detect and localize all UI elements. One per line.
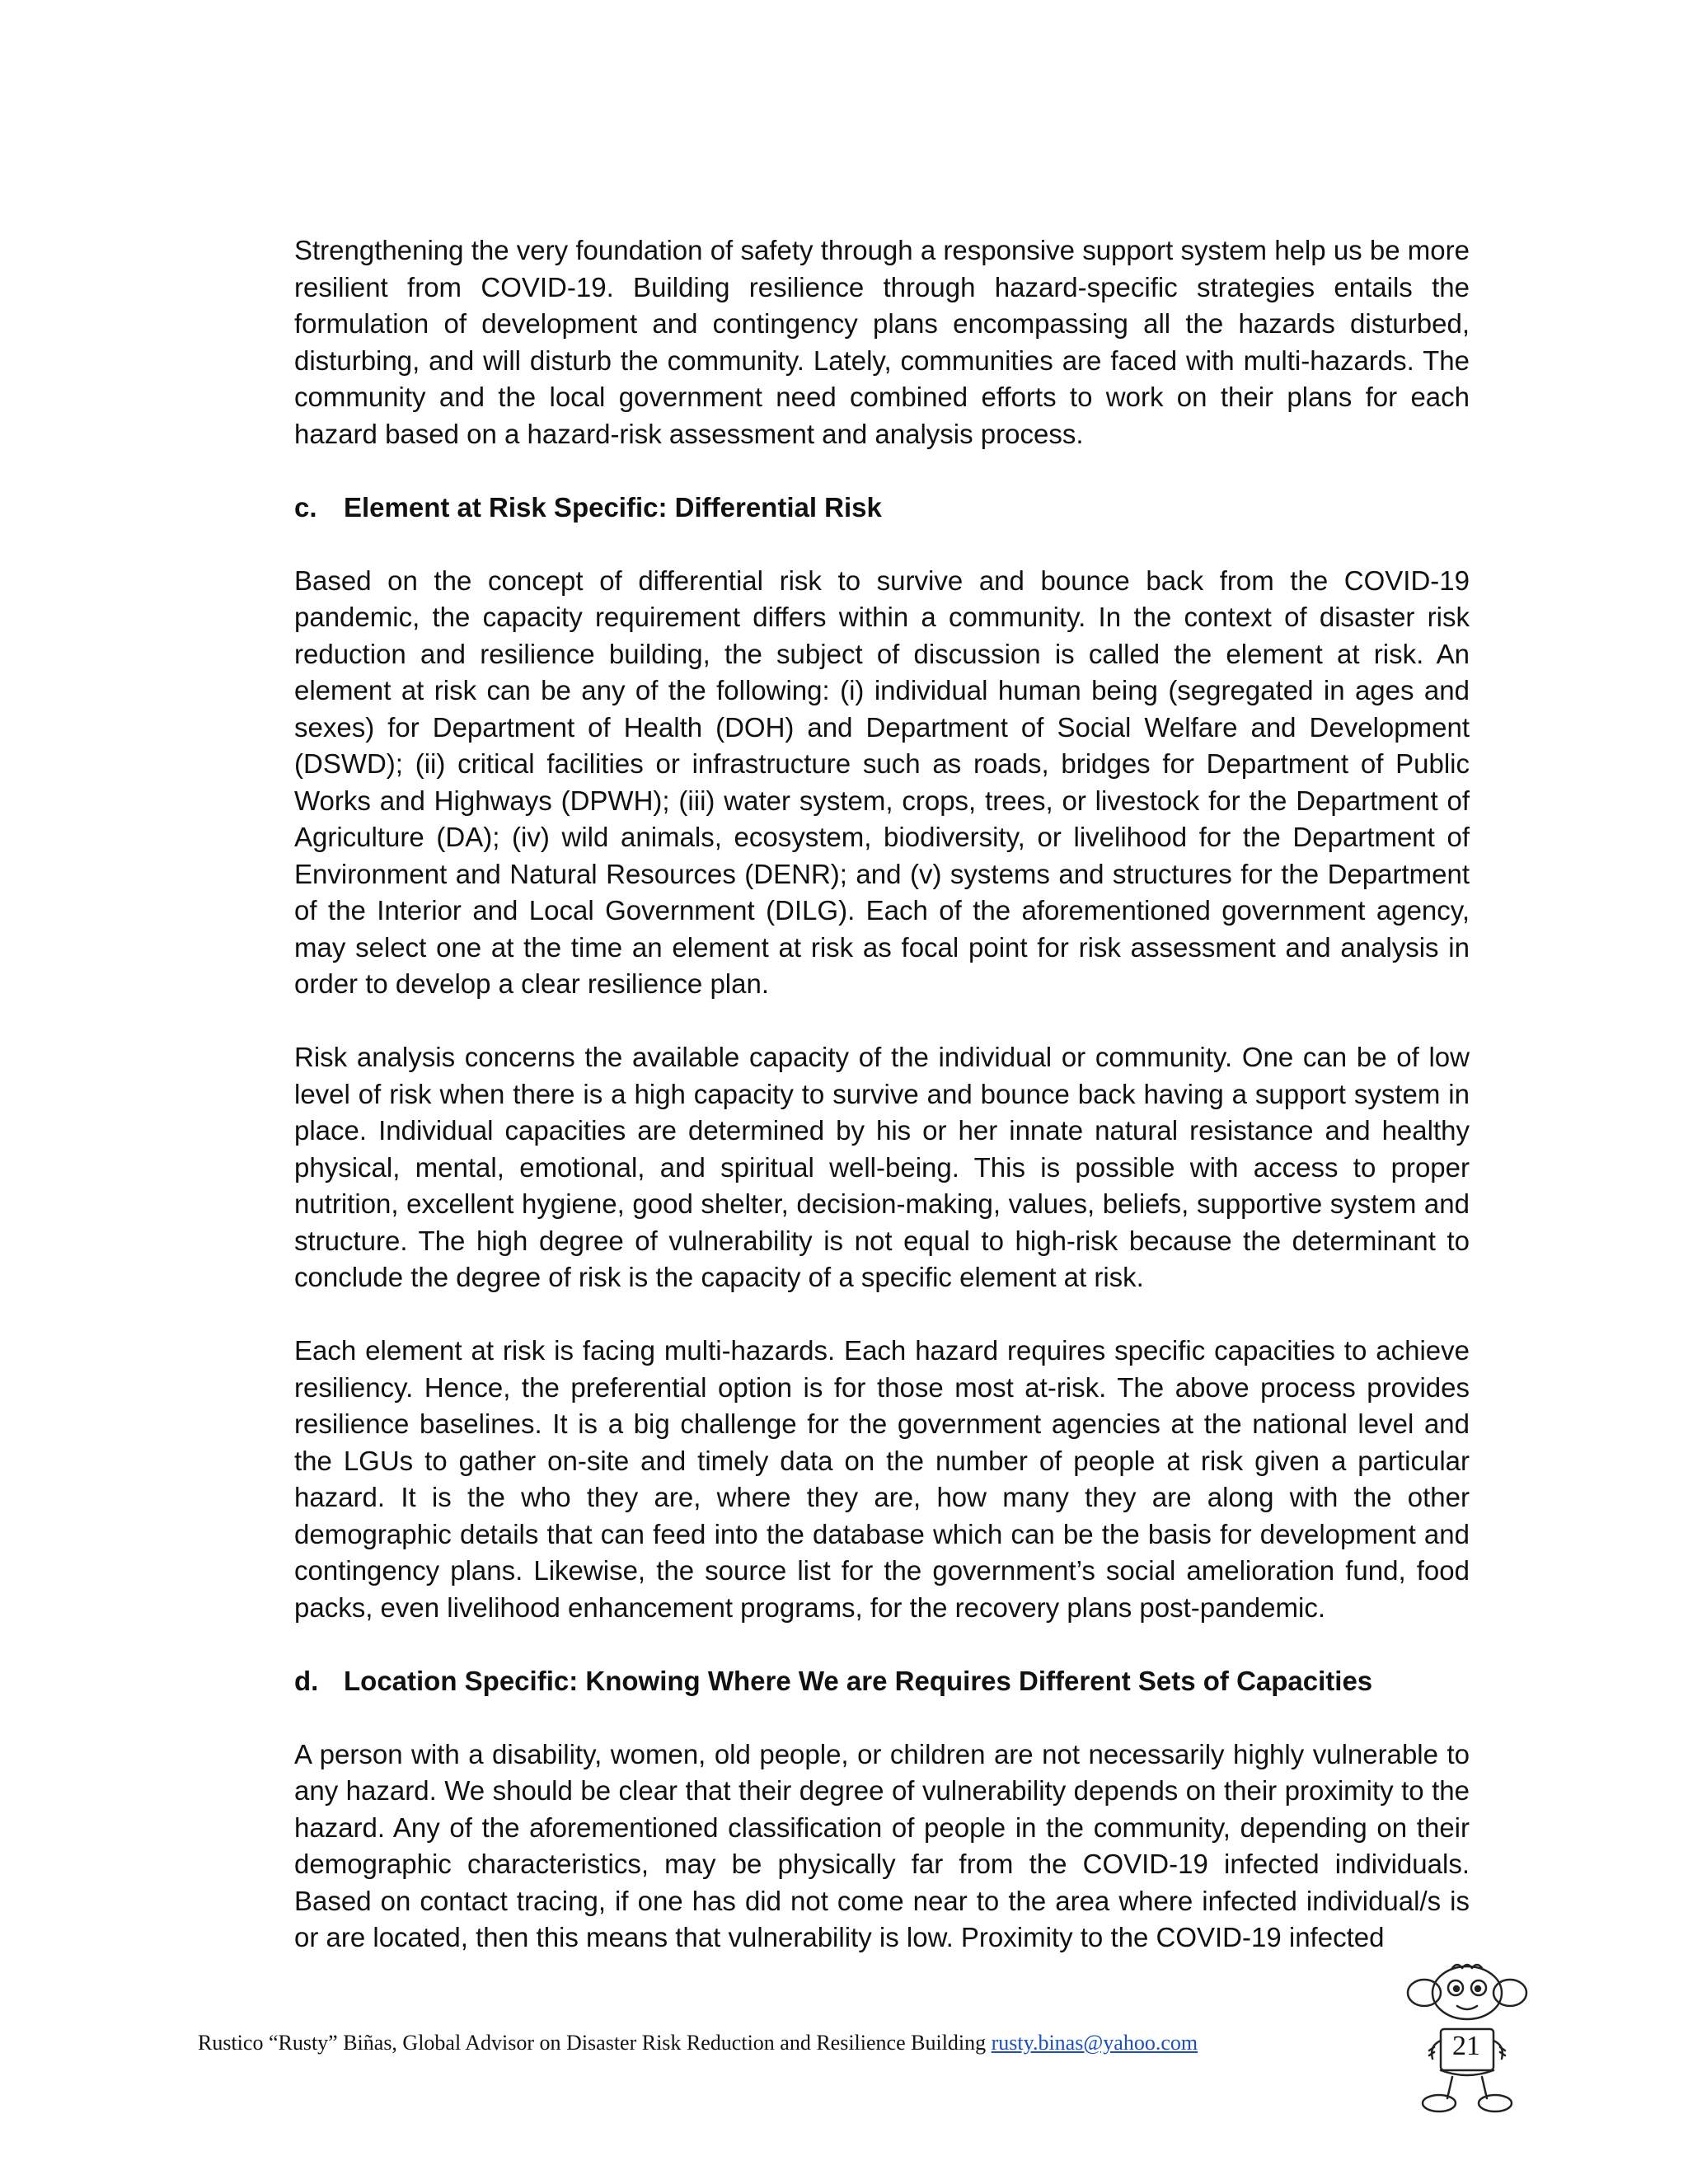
footer-author-text: Rustico “Rusty” Biñas, Global Advisor on Disaster Risk Reduction and Resilience Building — [198, 2031, 992, 2055]
footer-email-link[interactable]: rusty.binas@yahoo.com — [991, 2031, 1198, 2055]
section-letter: d. — [294, 1665, 319, 1696]
paragraph-multi-hazards: Each element at risk is facing multi-hazards. Each hazard requires specific capacities to achieve resiliency. Hence, the preferential option is for those most at-risk. The above process provides resilience baselines. It is a big challenge for the government agencies at the national level and the LGUs to gather on-site and timely data on the number of people at risk given a particular hazard. It is the who they are, where they are, how many they are along with the other demographic details that can feed into the database which can be the basis for development and contingency plans. Likewise, the source list for the government’s social amelioration fund, food packs, even livelihood enhancement programs, for the recovery plans post-pandemic. — [294, 1335, 1470, 1623]
page-footer — [198, 2031, 1198, 2055]
paragraph-resilience-strategies: Strengthening the very foundation of safety through a responsive support system help us be more resilient from COVID-19. Building resilience through hazard-specific strategies entails the formulation of development and contingency plans encompassing all the hazards disturbed, disturbing, and will disturb the community. Lately, communities are faced with multi-hazards. The community and the local government need combined efforts to work on their plans for each hazard based on a hazard-risk assessment and analysis process. — [294, 235, 1470, 449]
paragraph-proximity-vulnerability: A person with a disability, women, old people, or children are not necessarily highly vulnerable to any hazard. We should be clear that their degree of vulnerability depends on their proximity to the hazard. Any of the aforementioned classification of people in the community, depending on their demographic characteristics, may be physically far from the COVID-19 infected individuals. Based on contact tracing, if one has did not come near to the area where infected individual/s is or are located, then this means that vulnerability is low. Proximity to the COVID-19 infected — [294, 1738, 1470, 1952]
page-body — [294, 232, 1470, 1957]
section-title: Element at Risk Specific: Differential Risk — [344, 491, 882, 523]
paragraph-differential-risk: Based on the concept of differential risk to survive and bounce back from the COVID-19 pandemic, the capacity requirement differs within a community. In the context of disaster risk reduction and resilience building, the subject of discussion is called the element at risk. An element at risk can be any of the following: (i) individual human being (segregated in ages and sexes) for Department of Health (DOH) and Department of Social Welfare and Development (DSWD); (ii) critical facilities or infrastructure such as roads, bridges for Department of Public Works and Highways (DPWH); (iii) water system, crops, trees, or livestock for the Department of Agriculture (DA); (iv) wild animals, ecosystem, biodiversity, or livelihood for the Department of Environment and Natural Resources (DENR); and (v) systems and structures for the Department of the Interior and Local Government (DILG). Each of the aforementioned government agency, may select one at the time an element at risk as focal point for risk assessment and analysis in order to develop a clear resilience plan. — [294, 565, 1470, 999]
section-heading-location-specific — [294, 1663, 1470, 1700]
section-letter: c. — [294, 491, 317, 523]
page-number: 21 — [1452, 2031, 1480, 2061]
section-title: Location Specific: Knowing Where We are Requires Different Sets of Capacities — [344, 1665, 1373, 1696]
section-heading-element-at-risk — [294, 490, 1470, 527]
paragraph-risk-analysis: Risk analysis concerns the available capacity of the individual or community. One can be of low level of risk when there is a high capacity to survive and bounce back having a support system in place. Individual capacities are determined by his or her innate natural resistance and healthy physical, mental, emotional, and spiritual well-being. This is possible with access to proper nutrition, excellent hygiene, good shelter, decision-making, values, beliefs, supportive system and structure. The high degree of vulnerability is not equal to high-risk because the determinant to conclude the degree of risk is the capacity of a specific element at risk. — [294, 1042, 1470, 1292]
